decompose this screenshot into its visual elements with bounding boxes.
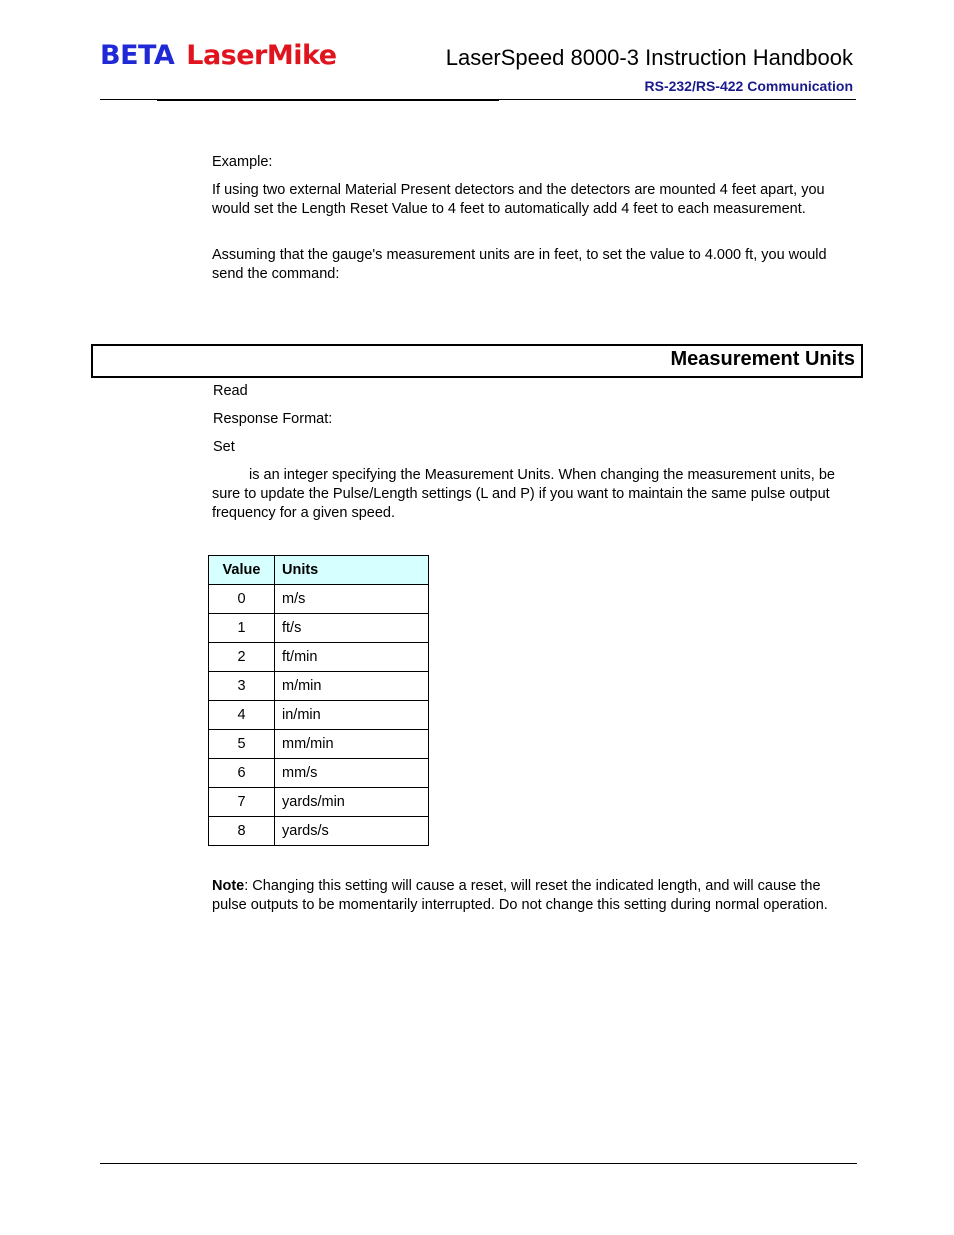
table-row (209, 672, 429, 701)
company-logo (100, 40, 337, 71)
value-cell: 1 (209, 614, 275, 643)
note-label: Note (212, 878, 245, 894)
units-description: is an integer specifying the Measurement Units. When changing the measurement units, be sure to update the Pulse/Length settings (L and P) if you want to maintain the same pulse output frequency for a given speed. (212, 467, 835, 521)
value-cell: 2 (209, 643, 275, 672)
table-row (209, 701, 429, 730)
column-header-value: Value (209, 556, 275, 585)
value-cell: 6 (209, 759, 275, 788)
value-cell: 8 (209, 817, 275, 846)
units-cell: mm/min (275, 730, 429, 759)
table-row (209, 788, 429, 817)
document-title: LaserSpeed 8000-3 Instruction Handbook (445, 45, 853, 70)
read-label: Read (213, 383, 248, 399)
value-cell: 4 (209, 701, 275, 730)
table-header-row (209, 556, 429, 585)
command-paragraph: Assuming that the gauge's measurement units are in feet, to set the value to 4.000 ft, you would send the command: (212, 247, 827, 282)
set-label: Set (213, 439, 235, 455)
table-row (209, 614, 429, 643)
example-label: Example: (212, 154, 273, 170)
chapter-name: RS-232/RS-422 Communication (644, 78, 853, 94)
value-cell: 5 (209, 730, 275, 759)
value-cell: 3 (209, 672, 275, 701)
table-row (209, 643, 429, 672)
response-format-label: Response Format: (213, 411, 333, 427)
table-row (209, 585, 429, 614)
column-header-units: Units (275, 556, 429, 585)
note-paragraph (212, 877, 857, 915)
header-rule-accent (157, 99, 499, 101)
section-heading-bar (91, 344, 863, 378)
table-row (209, 730, 429, 759)
units-cell: m/s (275, 585, 429, 614)
example-paragraph: If using two external Material Present detectors and the detectors are mounted 4 feet apart, you would set the Length Reset Value to 4 feet to automatically add 4 feet to each measurement. (212, 182, 825, 217)
logo-lasermike: LaserMike (186, 40, 337, 71)
note-text: : Changing this setting will cause a reset, will reset the indicated length, and will cause the pulse outputs to be momentarily interrupted. Do not change this setting during normal operation. (212, 878, 828, 913)
logo-beta: BETA (100, 40, 175, 71)
units-cell: m/min (275, 672, 429, 701)
measurement-units-table (208, 555, 429, 846)
value-cell: 0 (209, 585, 275, 614)
units-cell: yards/s (275, 817, 429, 846)
units-cell: ft/min (275, 643, 429, 672)
table-row (209, 759, 429, 788)
units-cell: yards/min (275, 788, 429, 817)
units-cell: ft/s (275, 614, 429, 643)
units-cell: in/min (275, 701, 429, 730)
section-heading: Measurement Units (670, 348, 855, 370)
table-row (209, 817, 429, 846)
units-cell: mm/s (275, 759, 429, 788)
value-cell: 7 (209, 788, 275, 817)
footer-rule (100, 1163, 857, 1164)
